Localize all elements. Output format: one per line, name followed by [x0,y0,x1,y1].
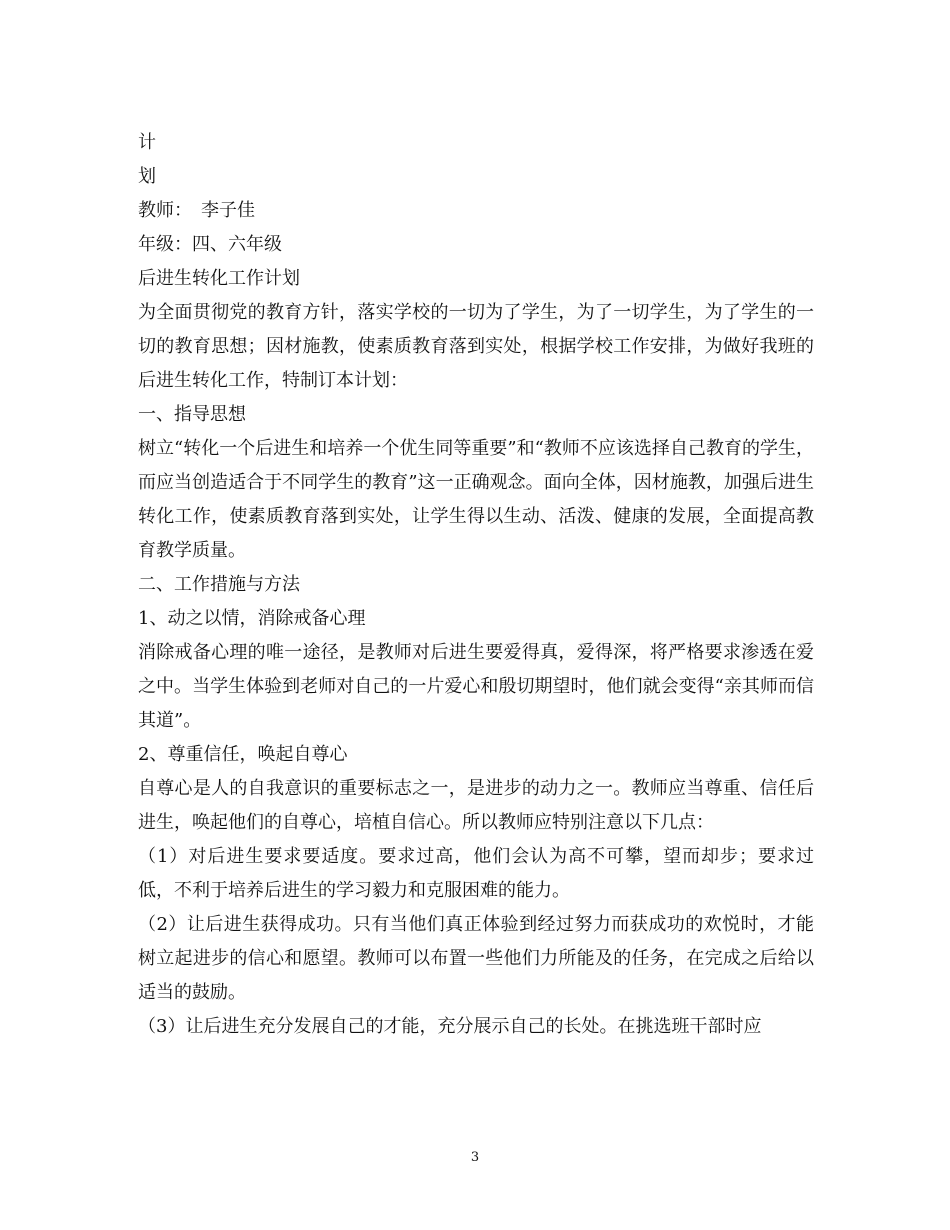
subheading-emotion: 1、动之以情，消除戒备心理 [138,608,366,629]
grade-line: 年级：四、六年级 [138,234,282,255]
respect-paragraph: 自尊心是人的自我意识的重要标志之一，是进步的动力之一。教师应当尊重、信任后进生，唤起他们的自尊心，培植自信心。所以教师应特别注意以下几点： [138,778,814,833]
document-body [138,126,814,1044]
guiding-thought-paragraph: 树立“转化一个后进生和培养一个优生同等重要”和“教师不应该选择自己教育的学生，而应当创造适合于不同学生的教育”这一正确观念。面向全体，因材施教，加强后进生转化工作，使素质教育落到实处，让学生得以生动、活泼、健康的发展，全面提高教育教学质量。 [138,438,814,561]
emotion-paragraph: 消除戒备心理的唯一途径，是教师对后进生要爱得真，爱得深，将严格要求渗透在爱之中。当学生体验到老师对自己的一片爱心和殷切期望时，他们就会变得“亲其师而信其道”。 [138,642,814,731]
plan-title: 后进生转化工作计划 [138,268,300,289]
subheading-respect: 2、尊重信任，唤起自尊心 [138,744,348,765]
section-heading-guiding-thought: 一、指导思想 [138,404,246,425]
heading-char-1: 计 [138,132,156,153]
section-heading-measures: 二、工作措施与方法 [138,574,300,595]
teacher-line: 教师： 李子佳 [138,200,255,221]
intro-paragraph: 为全面贯彻党的教育方针，落实学校的一切为了学生，为了一切学生，为了学生的一切的教育思想；因材施教，使素质教育落到实处，根据学校工作安排，为做好我班的后进生转化工作，特制订本计划： [138,302,814,391]
point-2-paragraph: （2）让后进生获得成功。只有当他们真正体验到经过努力而获成功的欢悦时，才能树立起进步的信心和愿望。教师可以布置一些他们力所能及的任务，在完成之后给以适当的鼓励。 [138,914,814,1003]
page-number: 3 [470,1150,480,1165]
heading-char-2: 划 [138,166,156,187]
point-1-paragraph: （1）对后进生要求要适度。要求过高，他们会认为高不可攀，望而却步；要求过低，不利于培养后进生的学习毅力和克服困难的能力。 [138,846,814,901]
point-3-paragraph: （3）让后进生充分发展自己的才能，充分展示自己的长处。在挑选班干部时应 [138,1016,762,1037]
